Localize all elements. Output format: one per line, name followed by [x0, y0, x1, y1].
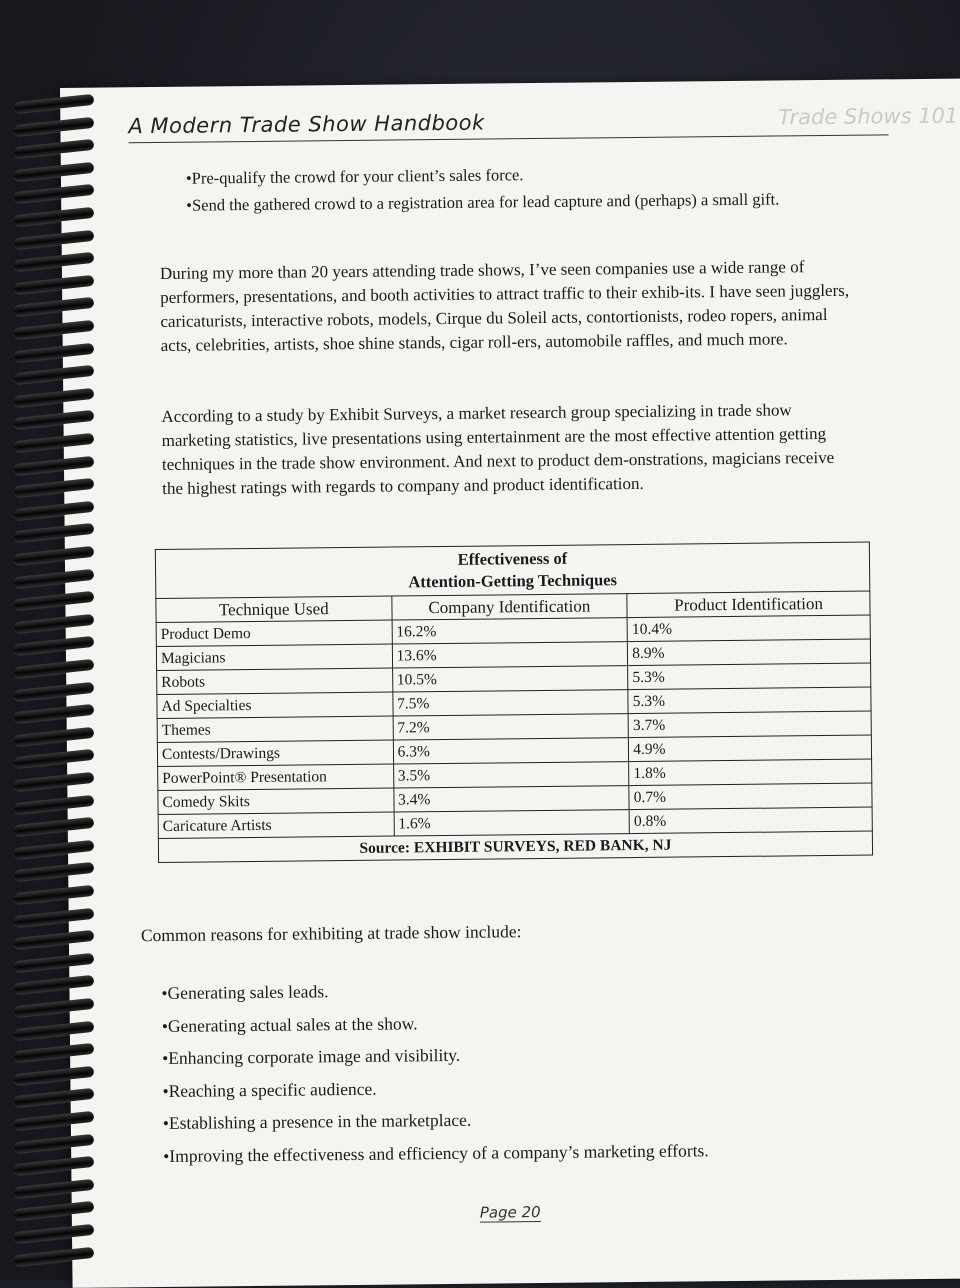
- spiral-coil: [14, 681, 95, 700]
- spiral-coil: [14, 1020, 95, 1039]
- header-bleed-through-title: Trade Shows 101: [778, 103, 959, 130]
- list-item: •Improving the effectiveness and efficiency of a company’s marketing efforts.: [163, 1139, 709, 1166]
- spiral-coil: [14, 930, 95, 949]
- spiral-coil: [14, 1201, 95, 1220]
- product-id-cell: 0.7%: [629, 783, 872, 810]
- paragraph-performers: During my more than 20 years attending trade shows, I’ve seen companies use a wide range of performers, presentations, and booth activities to attract traffic to their exhib-its. I have seen jugglers, caricaturists, interactive robots, models, Cirque du Soleil acts, contortionists, rodeo ropers, animal acts, celebrities, artists, shoe shine stands, cigar roll-ers, automobile raffles, and much more.: [159, 257, 850, 355]
- company-id-cell: 13.6%: [392, 642, 628, 668]
- company-id-cell: 6.3%: [393, 738, 629, 764]
- spiral-coil: [14, 229, 95, 248]
- spiral-coil: [14, 455, 95, 474]
- bullet-item: •Send the gathered crowd to a registration area for lead capture and (perhaps) a small gift.: [186, 189, 780, 215]
- header-title: A Modern Trade Show Handbook: [128, 110, 485, 139]
- spiral-coil: [14, 523, 95, 542]
- effectiveness-table-container: [155, 542, 873, 863]
- spiral-coil: [14, 501, 95, 520]
- spiral-coil: [14, 478, 95, 497]
- technique-cell: Product Demo: [156, 620, 392, 646]
- spiral-coil: [14, 840, 95, 859]
- spiral-coil: [14, 614, 95, 633]
- table-title-line-1: Effectiveness of: [457, 548, 568, 569]
- company-id-cell: 7.2%: [393, 714, 629, 740]
- spiral-coil: [14, 184, 95, 203]
- technique-cell: Magicians: [156, 644, 392, 670]
- technique-cell: Themes: [157, 716, 393, 742]
- header-technique: Technique Used: [156, 596, 392, 622]
- paragraph-exhibit-surveys: According to a study by Exhibit Surveys, a market research group specializing in trade show marketing statistics, live presentations using entertainment are the most effective attention getting techniques in the trade show environment. And next to product dem-onstrations, magicians receive the highest ratings with regards to company and product identification.: [161, 400, 835, 498]
- product-id-cell: 1.8%: [629, 759, 872, 786]
- spiral-coil: [14, 907, 95, 926]
- spiral-coil: [14, 749, 95, 768]
- table-title: [155, 542, 869, 598]
- spiral-coil: [14, 1043, 95, 1062]
- bullet-item: •Pre-qualify the crowd for your client’s sales force.: [185, 165, 524, 188]
- product-id-cell: 5.3%: [628, 687, 871, 714]
- effectiveness-table: [155, 542, 873, 863]
- product-id-cell: 8.9%: [628, 639, 871, 666]
- spiral-coil: [14, 794, 95, 813]
- company-id-cell: 3.4%: [393, 786, 629, 812]
- spiral-coil: [14, 342, 95, 361]
- spiral-coil: [14, 162, 95, 181]
- spiral-coil: [14, 659, 95, 678]
- company-id-cell: 1.6%: [394, 810, 630, 836]
- spiral-coil: [14, 139, 95, 158]
- reasons-list: [161, 970, 863, 1172]
- technique-cell: Contests/Drawings: [157, 740, 393, 766]
- list-heading: Common reasons for exhibiting at trade show include:: [140, 921, 522, 946]
- technique-cell: Robots: [157, 668, 393, 694]
- list-item: •Generating sales leads.: [161, 981, 329, 1003]
- company-id-cell: 7.5%: [392, 690, 628, 716]
- book-page: [60, 79, 960, 1288]
- spiral-coil: [14, 1179, 95, 1198]
- technique-cell: PowerPoint® Presentation: [158, 764, 394, 790]
- spiral-coil: [14, 1224, 95, 1243]
- top-bullet-list: [186, 158, 827, 219]
- company-id-cell: 10.5%: [392, 666, 628, 692]
- spiral-coil: [14, 297, 95, 316]
- spiral-coil: [14, 772, 95, 791]
- spiral-coil: [14, 885, 95, 904]
- list-item: •Enhancing corporate image and visibility.: [162, 1044, 461, 1068]
- product-id-cell: 0.8%: [629, 807, 872, 834]
- list-item: •Reaching a specific audience.: [162, 1078, 377, 1101]
- table-title-line-2: Attention-Getting Techniques: [408, 570, 618, 592]
- list-item: •Generating actual sales at the show.: [161, 1012, 418, 1036]
- spiral-coil: [14, 862, 95, 881]
- spiral-coil: [14, 365, 95, 384]
- spiral-coil: [14, 591, 95, 610]
- spiral-coil: [14, 388, 95, 407]
- list-item: •Establishing a presence in the marketplace.: [162, 1109, 472, 1133]
- spiral-coil: [14, 410, 95, 429]
- spiral-coil: [14, 636, 95, 655]
- spiral-coil: [14, 1111, 95, 1130]
- company-id-cell: 16.2%: [392, 618, 628, 644]
- spiral-coil: [14, 568, 95, 587]
- spiral-coil: [14, 116, 95, 135]
- company-id-cell: 3.5%: [393, 762, 629, 788]
- spiral-coil: [14, 975, 95, 994]
- spiral-coil: [14, 1088, 95, 1107]
- spiral-coil: [14, 817, 95, 836]
- spiral-binding: [0, 80, 110, 1280]
- header-product-identification: Product Identification: [627, 591, 870, 618]
- product-id-cell: 5.3%: [628, 663, 871, 690]
- spiral-coil: [14, 998, 95, 1017]
- header-company-identification: Company Identification: [391, 594, 627, 620]
- spiral-coil: [14, 1066, 95, 1085]
- technique-cell: Comedy Skits: [158, 788, 394, 814]
- spiral-coil: [14, 94, 95, 113]
- product-id-cell: 3.7%: [628, 711, 871, 738]
- page-header: [128, 103, 959, 143]
- spiral-coil: [14, 727, 95, 746]
- spiral-coil: [14, 953, 95, 972]
- spiral-coil: [14, 1156, 95, 1175]
- product-id-cell: 10.4%: [627, 615, 870, 642]
- table-source: Source: EXHIBIT SURVEYS, RED BANK, NJ: [158, 831, 872, 862]
- spiral-coil: [14, 252, 95, 271]
- spiral-coil: [14, 320, 95, 339]
- spiral-coil: [14, 1246, 95, 1265]
- product-id-cell: 4.9%: [629, 735, 872, 762]
- page-number: Page 20: [479, 1203, 541, 1222]
- spiral-coil: [14, 546, 95, 565]
- spiral-coil: [14, 704, 95, 723]
- spiral-coil: [14, 275, 95, 294]
- spiral-coil: [14, 1133, 95, 1152]
- technique-cell: Caricature Artists: [158, 812, 394, 838]
- technique-cell: Ad Specialties: [157, 692, 393, 718]
- spiral-coil: [14, 207, 95, 226]
- spiral-coil: [14, 433, 95, 452]
